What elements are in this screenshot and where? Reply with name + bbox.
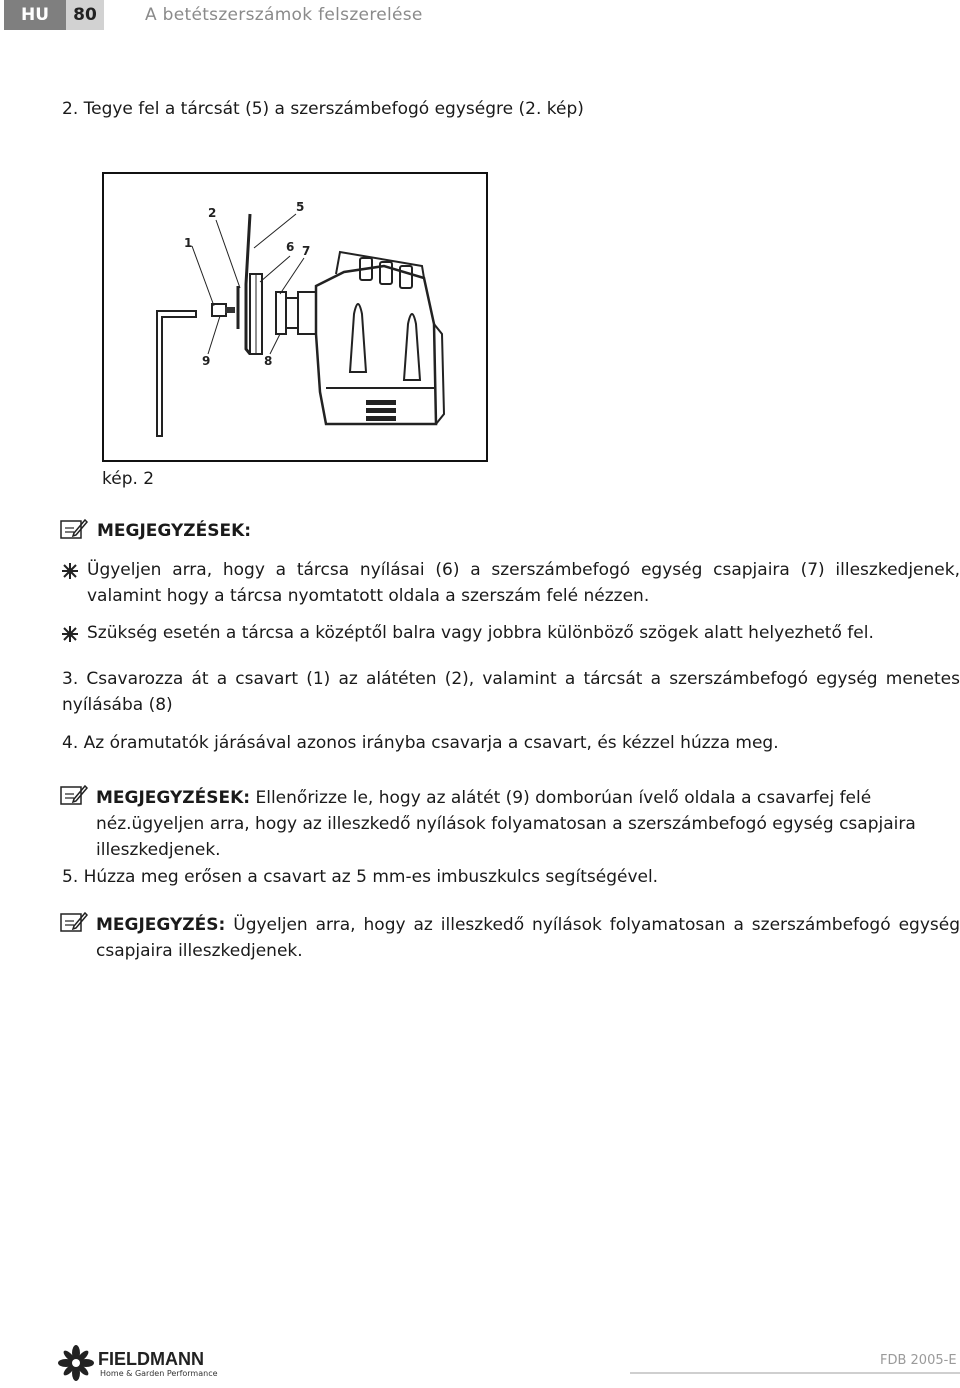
note-pencil-icon <box>60 911 88 933</box>
note-pencil-icon <box>60 784 88 806</box>
fieldmann-logo-icon <box>58 1345 94 1381</box>
footer-divider <box>630 1372 960 1374</box>
notes-3-title: MEGJEGYZÉS: <box>96 915 226 935</box>
step-2-text: 2. Tegye fel a tárcsát (5) a szerszámbefogó egységre (2. kép) <box>62 99 584 119</box>
callout-2: 2 <box>208 206 217 220</box>
notes-3-text: Ügyeljen arra, hogy az illeszkedő nyílások folyamatosan a szerszámbefogó egység csapjaira illeszkedjenek. <box>96 915 960 961</box>
callout-8: 8 <box>264 354 273 368</box>
step-3-text: 3. Csavarozza át a csavart (1) az alátéten (2), valamint a tárcsát a szerszámbefogó egység menetes nyílásába (8) <box>62 669 960 715</box>
model-code: FDB 2005-E <box>880 1353 957 1368</box>
section-title: A betétszerszámok felszerelése <box>145 5 423 25</box>
figure-caption: kép. 2 <box>102 469 155 489</box>
notes-2-title: MEGJEGYZÉSEK: <box>96 788 251 808</box>
callout-7: 7 <box>302 244 311 258</box>
figure-frame <box>102 172 488 462</box>
fieldmann-logo <box>58 1343 218 1383</box>
brand-name: FIELDMANN <box>98 1349 204 1369</box>
bullet-star-icon <box>62 563 78 579</box>
notes-1-title: MEGJEGYZÉSEK: <box>97 521 252 541</box>
notes-2-paragraph <box>96 785 960 863</box>
step-5-text: 5. Húzza meg erősen a csavart az 5 mm-es imbuszkulcs segítségével. <box>62 867 659 887</box>
callout-6: 6 <box>286 240 295 254</box>
callout-5: 5 <box>296 200 305 214</box>
language-badge: HU <box>4 0 66 30</box>
note-pencil-icon <box>60 518 88 540</box>
callout-1: 1 <box>184 236 193 250</box>
notes-1-bullet-1: Ügyeljen arra, hogy a tárcsa nyílásai (6) a szerszámbefogó egység csapjaira (7) illeszkedjenek, valamint hogy a tárcsa nyomtatott oldala a szerszám felé nézzen. <box>87 560 960 606</box>
callout-9: 9 <box>202 354 211 368</box>
page-number: 80 <box>66 0 104 30</box>
notes-2-text: Ellenőrizze le, hogy az alátét (9) domborúan ívelő oldala a csavarfej felé néz.ügyeljen arra, hogy az illeszkedő nyílások folyamatosan a szerszámbefogó egység csapjaira illeszkedjenek. <box>96 788 916 860</box>
brand-tagline: Home & Garden Performance <box>100 1369 218 1378</box>
tool-assembly-illustration <box>104 174 486 460</box>
bullet-star-icon <box>62 626 78 642</box>
notes-1-bullet-2: Szükség esetén a tárcsa a középtől balra vagy jobbra különböző szögek alatt helyezhető fel. <box>87 623 874 643</box>
step-4-text: 4. Az óramutatók járásával azonos irányba csavarja a csavart, és kézzel húzza meg. <box>62 733 779 753</box>
notes-3-paragraph <box>96 912 960 964</box>
